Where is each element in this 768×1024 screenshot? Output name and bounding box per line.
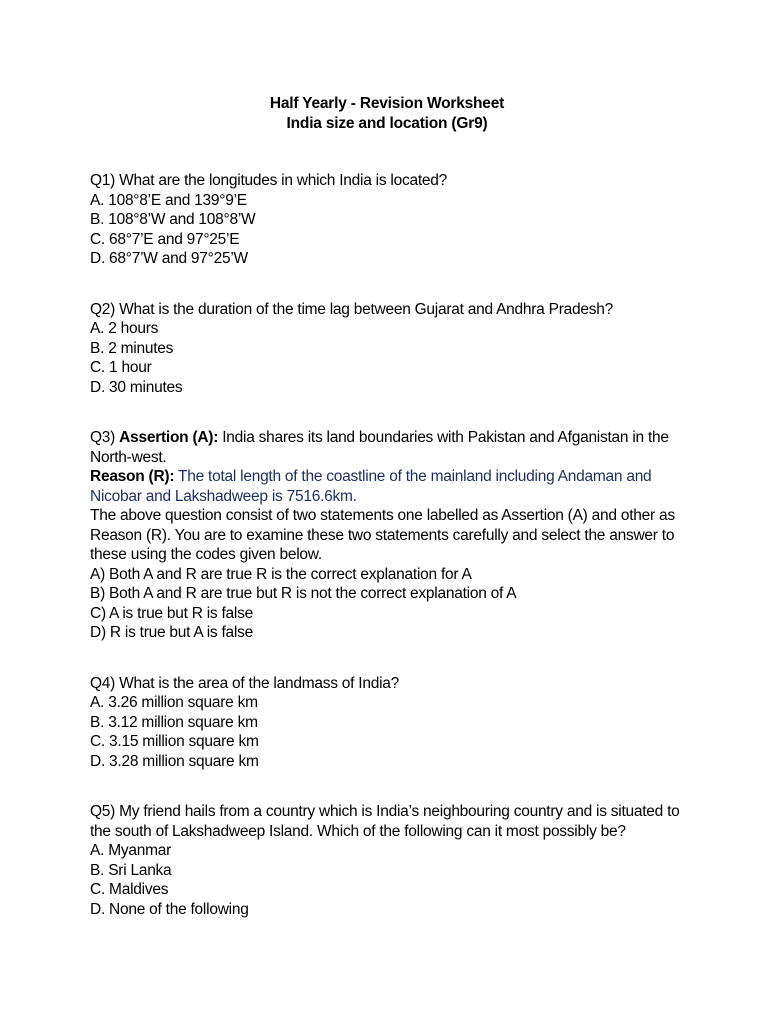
title-line-1: Half Yearly - Revision Worksheet [269, 95, 505, 112]
option-a: A. 108°8’E and 139°9’E [90, 191, 247, 209]
question-4 [90, 674, 690, 772]
option-c: C. 68°7’E and 97°25’E [90, 230, 240, 248]
option-b: B. 2 minutes [90, 339, 174, 357]
option-c: C. 1 hour [90, 359, 152, 376]
option-d: D. None of the following [90, 900, 249, 918]
option-b: B) Both A and R are true but R is not the correct explanation of A [90, 585, 517, 602]
reason-text: The total length of the coastline of the mainland including Andaman and Nicobar and Lakshadweep is 7516.6km. [90, 468, 652, 505]
question-5 [90, 802, 690, 919]
assertion-statement [90, 428, 690, 467]
question-1 [90, 171, 690, 269]
option-d: D. 30 minutes [90, 378, 183, 396]
option-b: B. Sri Lanka [90, 861, 172, 879]
option-a: A. Myanmar [90, 842, 172, 859]
worksheet-title [84, 94, 690, 133]
question-prompt: Q5) My friend hails from a country which is India’s neighbouring country and is situated to the south of Lakshadweep Island. Which of the following can it most possibly be? [90, 803, 680, 840]
option-c: C. Maldives [90, 881, 169, 898]
assertion-text: India shares its land boundaries with Pakistan and Afganistan in the North-west. [90, 429, 669, 466]
option-c: C) A is true but R is false [90, 604, 253, 622]
option-a: A) Both A and R are true R is the correct explanation for A [90, 565, 472, 583]
question-prompt: Q2) What is the duration of the time lag between Gujarat and Andhra Pradesh? [90, 300, 613, 318]
question-2 [90, 300, 690, 398]
question-prompt: Q4) What is the area of the landmass of India? [90, 674, 400, 692]
question-prompt: Q1) What are the longitudes in which India is located? [90, 172, 447, 189]
question-instructions: The above question consist of two statements one labelled as Assertion (A) and other as Reason (R). You are to examine these two statements carefully and select the answer to these using the codes given below. [90, 507, 675, 563]
option-b: B. 3.12 million square km [90, 713, 258, 731]
option-a: A. 2 hours [90, 320, 159, 337]
option-a: A. 3.26 million square km [90, 694, 258, 711]
title-line-2: India size and location (Gr9) [286, 114, 488, 132]
reason-label: Reason (R): [90, 468, 175, 485]
option-c: C. 3.15 million square km [90, 733, 259, 750]
option-d: D) R is true but A is false [90, 624, 253, 641]
option-b: B. 108°8’W and 108°8’W [90, 211, 256, 228]
assertion-label: Assertion (A): [119, 429, 219, 446]
worksheet-page [90, 94, 690, 919]
question-3 [90, 428, 690, 643]
reason-statement [90, 467, 690, 506]
option-d: D. 3.28 million square km [90, 752, 259, 770]
question-number: Q3) [90, 429, 120, 446]
option-d: D. 68°7’W and 97°25’W [90, 250, 248, 267]
